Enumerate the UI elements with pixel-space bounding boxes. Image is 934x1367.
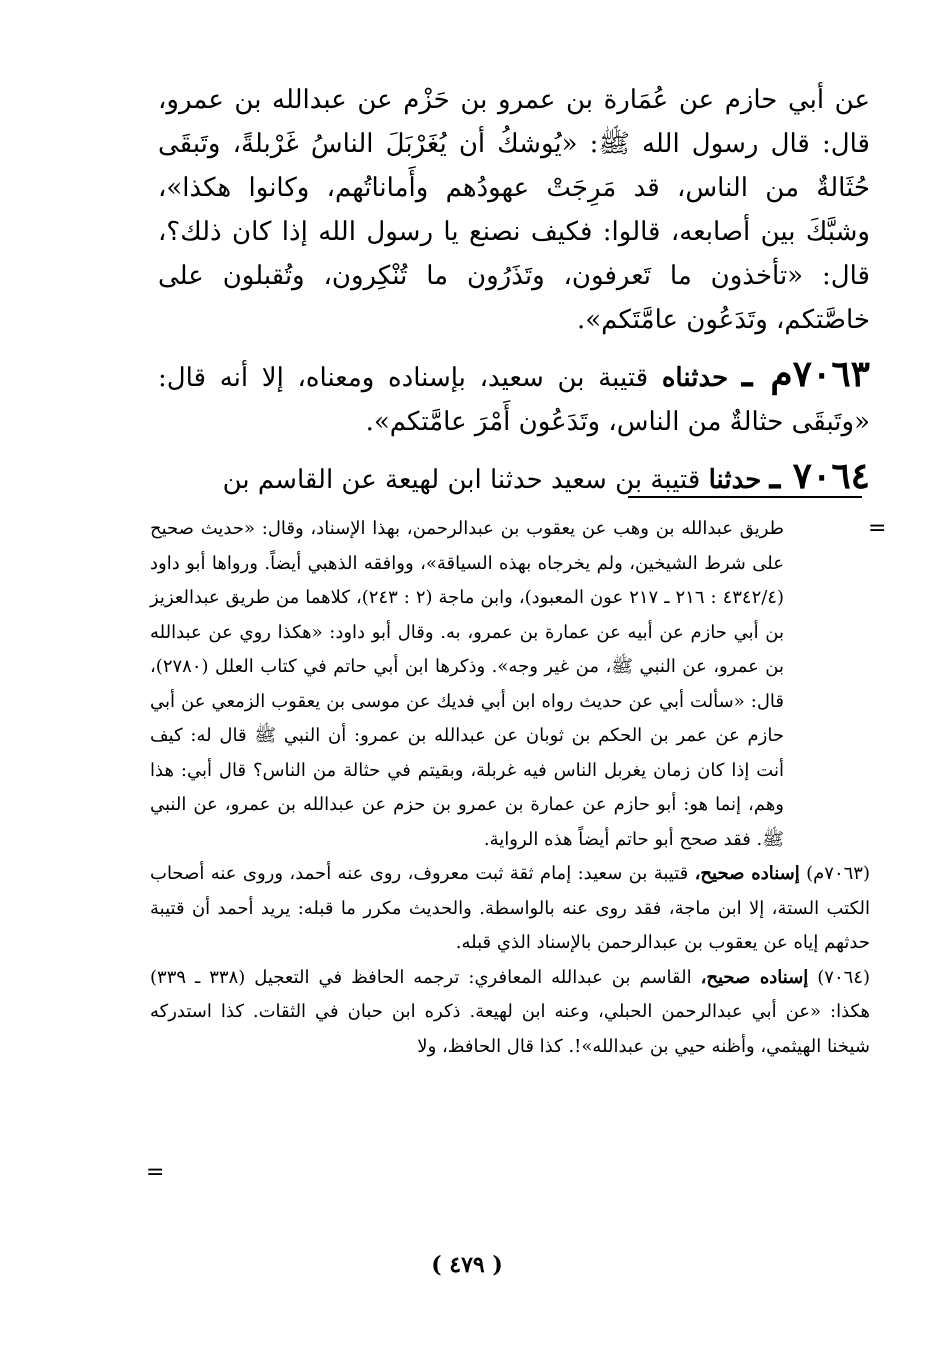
haddathana-label: حدثناه	[661, 363, 729, 393]
footnote-heading: إسناده صحيح،	[694, 863, 800, 884]
footnote-7064	[150, 961, 870, 1065]
hadith-number-7063m: ٧٠٦٣م ـ	[741, 353, 870, 395]
footnote-ref: (٧٠٦٣م)	[806, 863, 870, 884]
footnote-ref: (٧٠٦٤)	[817, 966, 870, 988]
continuation-mark-top: =	[868, 516, 887, 541]
hadith-7063m	[158, 352, 870, 444]
main-text	[158, 78, 870, 502]
page-number: ( ٤٧٩ )	[431, 1252, 503, 1278]
hadith-number-7064: ٧٠٦٤ ـ	[769, 455, 870, 497]
footnote-heading: إسناده صحيح،	[700, 966, 809, 988]
continuation-mark-bottom: =	[146, 1160, 165, 1185]
hadith-7064	[158, 454, 870, 502]
footnote-text: القاسم بن عبدالله المعافري: ترجمه الحافظ في التعجيل (٣٣٨ ـ ٣٣٩) هكذا: «عن أبي عبدالرحمن الحبلي، وعنه ابن لهيعة. ذكره ابن حبان في الثقات. كذا استدركه شيخنا الهيثمي، وأظنه حيي بن عبدالله»!. كذا قال الحافظ، ولا	[150, 966, 870, 1057]
footnote-continuation: طريق عبدالله بن وهب عن يعقوب بن عبدالرحمن، بهذا الإسناد، وقال: «حديث صحيح على شرط الشيخين، ولم يخرجاه بهذه السياقة»، ووافقه الذهبي أيضاً. ورواها أبو داود (٤٣٤٢/٤ : ٢١٦ ـ ٢١٧ عون المعبود)، وابن ماجة (٢ : ٢٤٣)، كلاهما من طريق عبدالعزيز بن أبي حازم عن أبيه عن عمارة بن عمرو، به. وقال أبو داود: «هكذا روي عن عبدالله بن عمرو، عن النبي ﷺ، من غير وجه». وذكرها ابن أبي حاتم في كتاب العلل (٢٧٨٠)، قال: «سألت أبي عن حديث رواه ابن أبي فديك عن موسى بن يعقوب الزمعي عن أبي حازم عن عمر بن الحكم بن ثوبان عن عبدالله بن عمرو: أن النبي ﷺ قال له: كيف أنت إذا كان زمان يغربل الناس فيه غربلة، وبقيتم في حثالة من الناس؟ قال أبي: هذا وهم، إنما هو: أبو حازم عن عمارة بن عمرو بن حزم عن عبدالله بن عمرو، عن النبي ﷺ. فقد صحح أبو حاتم أيضاً هذه الرواية.	[150, 518, 784, 850]
footnote-7063m	[150, 857, 870, 961]
hadith-7063-matn: عن أبي حازم عن عُمَارة بن عمرو بن حَزْم عن عبدالله بن عمرو، قال: قال رسول الله ﷺ: «يُوشكُ أن يُغَرْبَلَ الناسُ غَرْبلةً، وتَبقَى حُثَالةٌ من الناس، قد مَرِجَتْ عهودُهم وأَماناتُهم، وكانوا هكذا»، وشبَّكَ بين أصابعه، قالوا: فكيف نصنع يا رسول الله إذا كان ذلك؟، قال: «تأخذون ما تَعرفون، وتَذَرُون ما تُنْكِرون، وتُقبلون على خاصَّتكم، وتَدَعُون عامَّتَكم».	[158, 85, 870, 335]
hadith-text: قتيبة بن سعيد حدثنا ابن لهيعة عن القاسم بن	[222, 465, 701, 495]
footnotes	[150, 512, 870, 1064]
hadith-text: قتيبة بن سعيد، بإسناده ومعناه، إلا أنه قال: «وتَبقَى حثالةٌ من الناس، وتَدَعُون أَمْرَ عامَّتكم».	[158, 363, 870, 437]
footnote-divider	[628, 496, 862, 498]
haddathana-label: حدثنا	[708, 465, 762, 495]
footnote-text: قتيبة بن سعيد: إمام ثقة ثبت معروف، روى عنه أحمد، وروى عنه أصحاب الكتب الستة، إلا ابن ماجة، فقد روى عنه بالواسطة. والحديث مكرر ما قبله: يريد أحمد أن قتيبة حدثهم إياه عن يعقوب بن عبدالرحمن بالإسناد الذي قبله.	[150, 863, 870, 953]
